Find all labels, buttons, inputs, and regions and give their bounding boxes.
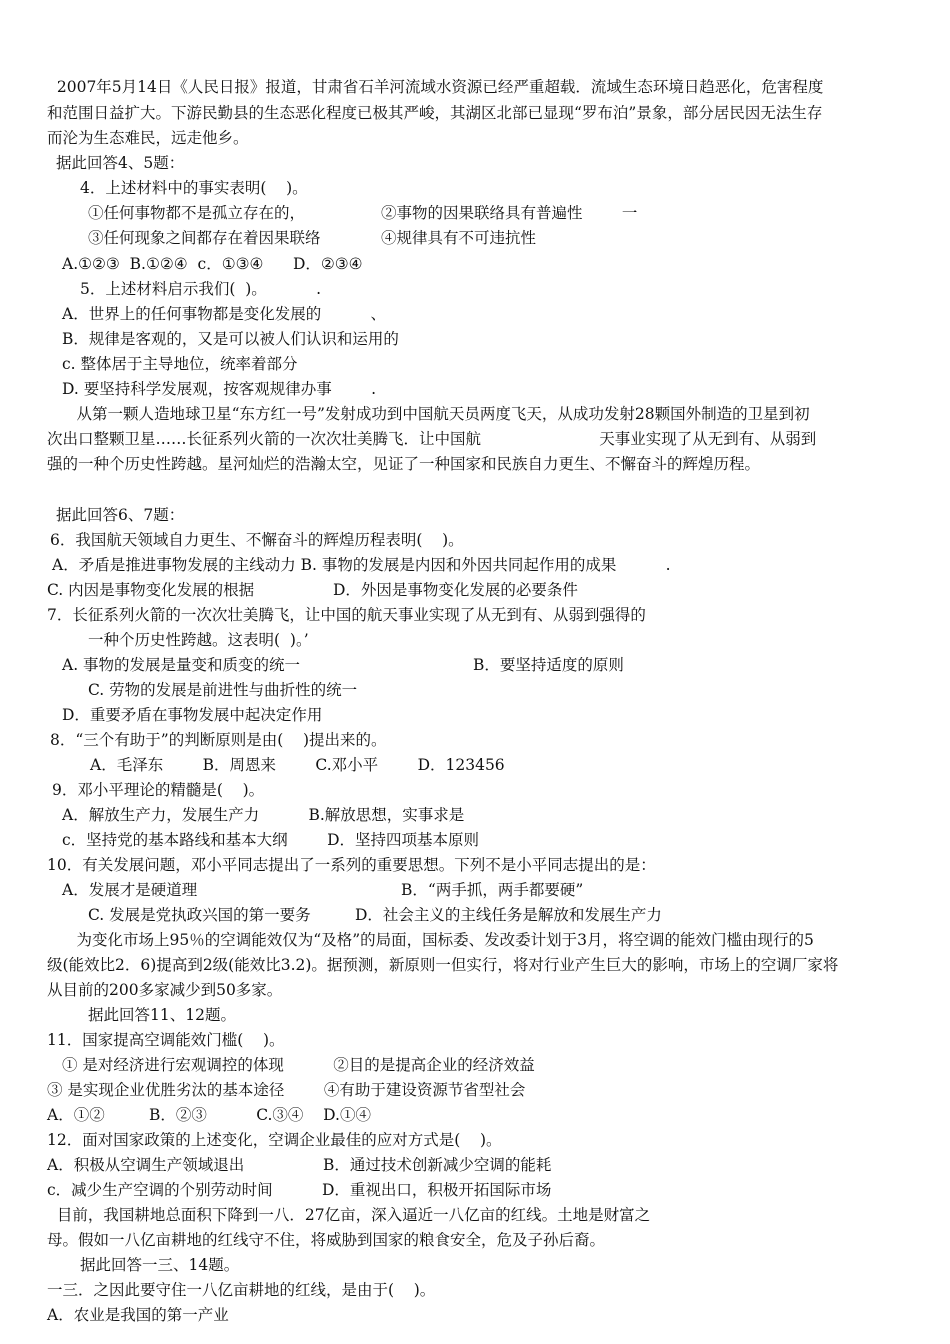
passage-1-line-3: 而沦为生态难民，远走他乡。: [47, 129, 249, 147]
q8-options: A．毛泽东 B．周恩来 C.邓小平 D．123456: [90, 756, 505, 774]
passage-3-line-3: 从目前的200多家减少到50多家。: [47, 981, 283, 999]
q11-options: A．①② B．②③ C.③④ D.①④: [47, 1106, 371, 1124]
q13-option-a: A．农业是我国的第一产业: [47, 1306, 229, 1324]
question-9: 9．邓小平理论的精髓是( )。: [52, 781, 265, 799]
q5-option-d: D. 要坚持科学发展观，按客观规律办事 .: [62, 380, 377, 398]
question-12: 12．面对国家政策的上述变化，空调企业最佳的应对方式是( )。: [47, 1131, 502, 1149]
question-7-cont: 一种个历史性跨越。这表明( )。’: [88, 631, 309, 649]
q12-options-ab: A．积极从空调生产领域退出 B．通过技术创新减少空调的能耗: [47, 1156, 552, 1174]
q12-options-cd: c．减少生产空调的个别劳动时间 D．重视出口，积极开拓国际市场: [47, 1181, 552, 1199]
q4-statement-4: ④规律具有不可违抗性: [381, 229, 537, 247]
question-6: 6．我国航天领域自力更生、不懈奋斗的辉煌历程表明( )。: [50, 531, 464, 549]
q11-statements-34: ③ 是实现企业优胜劣汰的基本途径 ④有助于建设资源节省型社会: [47, 1081, 526, 1099]
passage-2-line-3: 强的一种个历史性跨越。星河灿烂的浩瀚太空，见证了一种国家和民族自力更生、不懈奋斗的辉煌历程。: [47, 455, 761, 473]
q7-option-c: C. 劳物的发展是前进性与曲折性的统一: [88, 681, 358, 699]
q5-option-a: A．世界上的任何事物都是变化发展的 、: [62, 305, 386, 323]
q4-statement-1: ①任何事物都不是孤立存在的，: [88, 204, 306, 222]
question-11: 11．国家提高空调能效门槛( )。: [47, 1031, 285, 1049]
passage-1-line-2: 和范围日益扩大。下游民勤县的生态恶化程度已极其严峻，其湖区北部已显现“罗布泊”景象，部分居民因无法生存: [47, 104, 823, 122]
q5-option-c: c. 整体居于主导地位，统率着部分: [62, 355, 298, 373]
q10-options-cd: C. 发展是党执政兴国的第一要务 D．社会主义的主线任务是解放和发展生产力: [88, 906, 662, 924]
passage-2-line-2: 次出口整颗卫星……长征系列火箭的一次次壮美腾飞．让中国航 天事业实现了从无到有、从弱到: [47, 430, 817, 448]
passage-3-line-1: 为变化市场上95％的空调能效仅为“及格”的局面，国标委、发改委计划于3月，将空调的能效门槛由现行的5: [47, 931, 814, 949]
passage-2-line-1: 从第一颗人造地球卫星“东方红一号”发射成功到中国航天员两度飞天，从成功发射28颗国外制造的卫星到初: [47, 405, 810, 423]
q11-statements-12: ① 是对经济进行宏观调控的体现 ②目的是提高企业的经济效益: [62, 1056, 535, 1074]
q4-options: A.①②③ B.①②④ c．①③④ D．②③④: [62, 255, 363, 273]
q7-option-a: A. 事物的发展是量变和质变的统一: [62, 656, 301, 674]
instruction-q6-7: 据此回答6、7题：: [56, 506, 185, 524]
passage-3-line-2: 级(能效比2．6)提高到2级(能效比3.2)。据预测，新原则一但实行，将对行业产生巨大的影响，市场上的空调厂家将: [47, 956, 839, 974]
q5-option-b: B．规律是客观的，又是可以被人们认识和运用的: [62, 330, 399, 348]
q10-option-b: B．“两手抓，两手都要硬”: [401, 881, 584, 899]
passage-4-line-2: 母。假如一八亿亩耕地的红线守不住，将威胁到国家的粮食安全，危及子孙后裔。: [47, 1231, 606, 1249]
question-8: 8．“三个有助于”的判断原则是由( )提出来的。: [50, 731, 387, 749]
q10-option-a: A．发展才是硬道理: [62, 881, 198, 899]
q4-statement-2: ②事物的因果联络具有普遍性 一: [381, 204, 638, 222]
q9-options-ab: A．解放生产力，发展生产力 B.解放思想，实事求是: [62, 806, 465, 824]
passage-1-line-1: 2007年5月14日《人民日报》报道，甘肃省石羊河流域水资源已经严重超载．流域生态环境日趋恶化，危害程度: [47, 78, 824, 96]
q4-statement-3: ③任何现象之间都存在着因果联络: [88, 229, 321, 247]
question-10: 10．有关发展问题，邓小平同志提出了一系列的重要思想。下列不是小平同志提出的是：: [47, 856, 656, 874]
q6-options-ab: A．矛盾是推进事物发展的主线动力 B. 事物的发展是内因和外因共同起作用的成果 .: [52, 556, 671, 574]
q6-options-cd: C. 内因是事物变化发展的根据 D．外因是事物变化发展的必要条件: [47, 581, 578, 599]
q9-options-cd: c．坚持党的基本路线和基本大纲 D．坚持四项基本原则: [62, 831, 480, 849]
instruction-q11-12: 据此回答11、12题。: [88, 1006, 236, 1024]
question-5: 5．上述材料启示我们( )。 .: [80, 280, 322, 298]
passage-4-line-1: 目前，我国耕地总面积下降到一八．27亿亩，深入逼近一八亿亩的红线。土地是财富之: [47, 1206, 651, 1224]
question-7: 7．长征系列火箭的一次次壮美腾飞，让中国的航天事业实现了从无到有、从弱到强得的: [47, 606, 646, 624]
question-13: 一三．之因此要守住一八亿亩耕地的红线，是由于( )。: [47, 1281, 436, 1299]
question-4: 4．上述材料中的事实表明( )。: [80, 179, 308, 197]
q7-option-b: B．要坚持适度的原则: [473, 656, 624, 674]
instruction-q13-14: 据此回答一三、14题。: [80, 1256, 240, 1274]
instruction-q4-5: 据此回答4、5题：: [56, 154, 185, 172]
q7-option-d: D．重要矛盾在事物发展中起决定作用: [62, 706, 323, 724]
